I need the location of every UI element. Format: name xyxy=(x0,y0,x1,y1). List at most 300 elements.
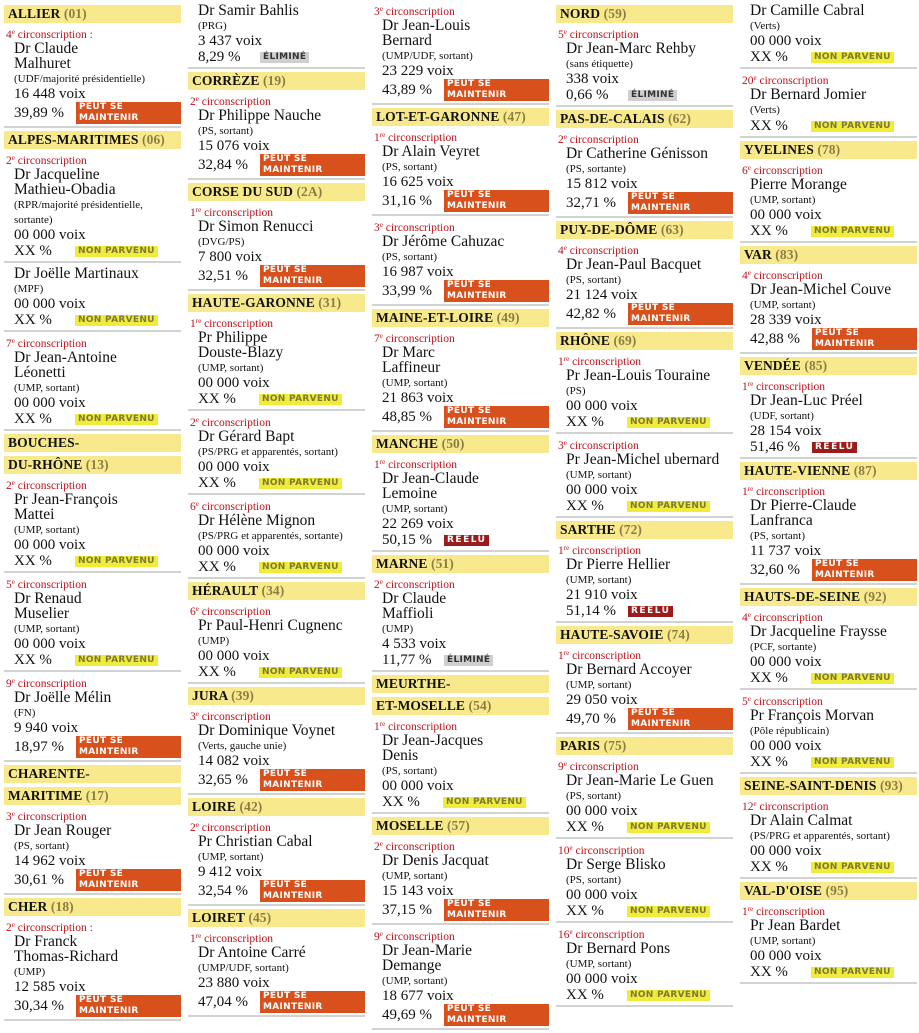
vote-percentage: 49,69 % xyxy=(382,1007,432,1023)
result-row xyxy=(4,102,181,124)
department-code: (87) xyxy=(853,463,877,478)
department-name: HAUTE-SAVOIE xyxy=(560,627,664,642)
department-header-line xyxy=(4,434,181,452)
candidate-party: (UMP, sortant) xyxy=(566,469,632,481)
vote-percentage: XX % xyxy=(566,987,604,1003)
candidate-name: Dr Hélène Mignon xyxy=(198,512,316,529)
constituency-text: circonscription xyxy=(382,6,455,18)
candidate-name: Dr Jean-Luc Préel xyxy=(750,392,863,409)
vote-percentage: 47,04 % xyxy=(198,994,248,1010)
vote-count: 9 940 voix xyxy=(14,720,79,736)
department-code: (92) xyxy=(863,589,887,604)
constituency-number: 9 xyxy=(374,931,380,943)
constituency-number: 1 xyxy=(742,381,748,393)
vote-percentage: 50,15 % xyxy=(382,532,432,548)
department-name: HÉRAULT xyxy=(192,583,258,598)
candidate-name: Pr Paul-Henri Cugnenc xyxy=(198,617,343,634)
candidate-party: (Pôle républicain) xyxy=(750,725,830,737)
status-badge: PEUT SE MAINTENIR xyxy=(444,79,549,101)
candidate-entry xyxy=(4,808,181,895)
vote-percentage: 32,54 % xyxy=(198,883,248,899)
constituency-ordinal: re xyxy=(747,380,754,388)
constituency-ordinal: e xyxy=(747,611,751,619)
candidate-entry xyxy=(372,718,549,814)
result-row xyxy=(188,559,365,575)
department-header-line xyxy=(188,582,365,600)
status-badge: ÉLIMINÉ xyxy=(260,52,309,63)
candidate-name: Mattei xyxy=(14,506,55,523)
constituency-ordinal: e xyxy=(747,269,751,277)
status-badge: PEUT SE MAINTENIR xyxy=(628,303,733,325)
status-badge: NON PARVENU xyxy=(811,862,894,873)
candidate-entry xyxy=(556,242,733,329)
constituency-text: circonscription xyxy=(569,356,642,368)
constituency-label xyxy=(556,542,733,557)
candidate-party: (PS, sortant) xyxy=(750,530,805,542)
candidate-name: Muselier xyxy=(14,605,70,622)
candidate-party: (UMP, sortant) xyxy=(14,623,80,635)
vote-percentage: XX % xyxy=(198,559,236,575)
constituency-number: 1 xyxy=(742,906,748,918)
constituency-label xyxy=(188,414,365,429)
department-header xyxy=(372,309,549,327)
department-header-line xyxy=(372,697,549,715)
constituency-number: 5 xyxy=(558,29,564,41)
department-name: RHÔNE xyxy=(560,333,611,348)
candidate-party: (UMP/UDF, sortant) xyxy=(198,962,289,974)
vote-count: 00 000 voix xyxy=(750,843,822,859)
department-header-line xyxy=(740,246,917,264)
constituency-label xyxy=(4,152,181,167)
department-code: (74) xyxy=(666,627,690,642)
department-header xyxy=(740,246,917,264)
vote-percentage: 42,88 % xyxy=(750,331,800,347)
candidate-name: Dr Antoine Carré xyxy=(198,944,306,961)
candidate-name: Dr Jean-Claude xyxy=(382,470,479,487)
candidate-entry xyxy=(372,576,549,672)
vote-percentage: XX % xyxy=(14,411,52,427)
candidate-party: (UDF, sortant) xyxy=(750,410,814,422)
result-row xyxy=(556,903,733,919)
status-badge: NON PARVENU xyxy=(627,501,710,512)
candidate-party: (UMP, sortant) xyxy=(750,935,816,947)
department-name: DU-RHÔNE xyxy=(8,457,83,472)
department-header-line xyxy=(556,332,733,350)
vote-percentage: 30,61 % xyxy=(14,872,64,888)
constituency-text: circonscription xyxy=(753,486,826,498)
constituency-number: 3 xyxy=(374,6,380,18)
department-header-line xyxy=(740,141,917,159)
constituency-label xyxy=(556,437,733,452)
constituency-text: circonscription xyxy=(569,650,642,662)
vote-count: 21 124 voix xyxy=(566,287,638,303)
candidate-name: Dr Alain Veyret xyxy=(382,143,480,160)
constituency-ordinal: e xyxy=(11,677,15,685)
constituency-ordinal: e xyxy=(569,844,573,852)
constituency-number: 3 xyxy=(374,222,380,234)
department-name: SEINE-SAINT-DENIS xyxy=(744,778,877,793)
department-header xyxy=(4,434,181,474)
candidate-name: Dr Jacqueline Fraysse xyxy=(750,623,887,640)
department-name: PARIS xyxy=(560,738,601,753)
department-code: (72) xyxy=(619,522,643,537)
constituency-label xyxy=(372,330,549,345)
constituency-number: 4 xyxy=(742,612,748,624)
result-row xyxy=(556,87,733,103)
status-badge: PEUT SE MAINTENIR xyxy=(260,769,365,791)
candidate-name: Dr Philippe Nauche xyxy=(198,107,322,124)
status-badge: NON PARVENU xyxy=(811,226,894,237)
candidate-name: Pr Christian Cabal xyxy=(198,833,313,850)
candidate-entry xyxy=(4,26,181,128)
result-row xyxy=(556,303,733,325)
constituency-text: circonscription xyxy=(750,270,823,282)
candidate-entry xyxy=(4,919,181,1021)
constituency-number: 2 xyxy=(190,822,196,834)
constituency-ordinal: e xyxy=(569,928,573,936)
vote-percentage: XX % xyxy=(382,794,420,810)
department-code: (59) xyxy=(603,6,627,21)
constituency-ordinal: e xyxy=(379,578,383,586)
department-name: HAUTE-GARONNE xyxy=(192,295,315,310)
candidate-party: (UMP, sortant) xyxy=(14,524,80,536)
constituency-text: circonscription xyxy=(569,545,642,557)
vote-percentage: XX % xyxy=(566,498,604,514)
constituency-number: 1 xyxy=(374,721,380,733)
constituency-ordinal: e xyxy=(563,28,567,36)
status-badge: PEUT SE MAINTENIR xyxy=(76,736,181,758)
result-row xyxy=(740,439,917,455)
department-name: YVELINES xyxy=(744,142,814,157)
result-row xyxy=(4,312,181,328)
department-code: (2A) xyxy=(296,184,323,199)
constituency-ordinal: e xyxy=(379,5,383,13)
candidate-party: (PS, sortant) xyxy=(382,765,437,777)
vote-count: 16 625 voix xyxy=(382,174,454,190)
constituency-label xyxy=(4,477,181,492)
department-header-line xyxy=(188,72,365,90)
candidate-entry xyxy=(740,3,917,69)
department-header xyxy=(188,183,365,201)
constituency-label xyxy=(4,26,181,41)
result-row xyxy=(740,49,917,65)
constituency-number: 2 xyxy=(190,417,196,429)
candidate-party: (Verts) xyxy=(750,20,780,32)
department-name: ALLIER xyxy=(8,6,61,21)
candidate-name: Dr Jean-Louis xyxy=(382,17,471,34)
status-badge: NON PARVENU xyxy=(75,246,158,257)
candidate-entry xyxy=(740,378,917,459)
department-name: HAUTS-DE-SEINE xyxy=(744,589,861,604)
result-row xyxy=(556,192,733,214)
vote-count: 3 437 voix xyxy=(198,33,263,49)
constituency-ordinal: e xyxy=(195,710,199,718)
department-name: CHARENTE- xyxy=(8,766,90,781)
department-header-line xyxy=(188,687,365,705)
candidate-party: (PS, sortante) xyxy=(566,163,626,175)
constituency-text: circonscription xyxy=(382,333,455,345)
status-badge: PEUT SE MAINTENIR xyxy=(444,406,549,428)
candidate-name: Dr Jean-Antoine xyxy=(14,349,117,366)
department-code: (69) xyxy=(613,333,637,348)
candidate-name: Douste-Blazy xyxy=(198,344,284,361)
constituency-label xyxy=(556,758,733,773)
result-row xyxy=(188,880,365,902)
vote-count: 00 000 voix xyxy=(750,207,822,223)
constituency-ordinal: e xyxy=(11,810,15,818)
department-header-line xyxy=(372,555,549,573)
vote-percentage: XX % xyxy=(750,118,788,134)
vote-count: 16 987 voix xyxy=(382,264,454,280)
constituency-number: 2 xyxy=(6,922,12,934)
candidate-entry xyxy=(188,498,365,579)
candidate-entry xyxy=(556,131,733,218)
status-badge: PEUT SE MAINTENIR xyxy=(260,991,365,1013)
candidate-name: Dr Jean Rouger xyxy=(14,822,112,839)
vote-percentage: 33,99 % xyxy=(382,283,432,299)
constituency-label xyxy=(740,609,917,624)
constituency-number: 1 xyxy=(190,318,196,330)
vote-percentage: 42,82 % xyxy=(566,306,616,322)
department-name: VAR xyxy=(744,247,772,262)
candidate-party: (UDF/majorité présidentielle) xyxy=(14,73,146,85)
department-code: (31) xyxy=(318,295,342,310)
candidate-party: (UMP, sortant) xyxy=(14,382,80,394)
vote-count: 00 000 voix xyxy=(566,803,638,819)
constituency-text: circonscription xyxy=(201,318,274,330)
vote-count: 9 412 voix xyxy=(198,864,263,880)
status-badge: NON PARVENU xyxy=(259,394,342,405)
vote-percentage: 18,97 % xyxy=(14,739,64,755)
department-name: JURA xyxy=(192,688,228,703)
status-badge: NON PARVENU xyxy=(75,315,158,326)
candidate-party: (UMP, sortant) xyxy=(382,870,448,882)
department-header-line xyxy=(188,798,365,816)
status-badge: PEUT SE MAINTENIR xyxy=(260,154,365,176)
vote-count: 00 000 voix xyxy=(14,395,86,411)
vote-percentage: XX % xyxy=(750,223,788,239)
constituency-ordinal: e xyxy=(11,578,15,586)
constituency-ordinal: re xyxy=(195,317,202,325)
result-row xyxy=(188,475,365,491)
department-name: VAL-D'OISE xyxy=(744,883,823,898)
constituency-label xyxy=(740,378,917,393)
candidate-name: Maffioli xyxy=(382,605,434,622)
candidate-entry xyxy=(556,353,733,434)
department-header xyxy=(556,5,733,23)
department-name: MEURTHE- xyxy=(376,676,451,691)
candidate-party: (PS/PRG et apparentés, sortant) xyxy=(198,446,338,458)
vote-percentage: XX % xyxy=(198,391,236,407)
status-badge: PEUT SE MAINTENIR xyxy=(444,899,549,921)
constituency-text: circonscription xyxy=(198,822,271,834)
vote-percentage: 32,60 % xyxy=(750,562,800,578)
department-code: (54) xyxy=(468,698,492,713)
department-header xyxy=(740,357,917,375)
constituency-label xyxy=(188,498,365,513)
candidate-party: (PS/PRG et apparentés, sortante) xyxy=(198,530,343,542)
constituency-label xyxy=(372,3,549,18)
constituency-text: circonscription xyxy=(572,929,645,941)
constituency-ordinal: re xyxy=(563,355,570,363)
candidate-entry xyxy=(188,414,365,495)
constituency-text: circonscription xyxy=(756,75,829,87)
candidate-name: Dr Simon Renucci xyxy=(198,218,314,235)
constituency-ordinal: e xyxy=(563,133,567,141)
vote-percentage: 32,84 % xyxy=(198,157,248,173)
result-row xyxy=(740,223,917,239)
department-header xyxy=(372,435,549,453)
vote-percentage: 32,51 % xyxy=(198,268,248,284)
constituency-ordinal: e xyxy=(379,221,383,229)
result-row xyxy=(740,754,917,770)
candidate-entry xyxy=(740,609,917,690)
department-header-line xyxy=(740,777,917,795)
constituency-text: circonscription xyxy=(566,134,639,146)
constituency-number: 4 xyxy=(6,29,12,41)
constituency-label xyxy=(740,72,917,87)
department-code: (49) xyxy=(496,310,520,325)
candidate-name: Dr Jean-Paul Bacquet xyxy=(566,256,702,273)
department-header-line xyxy=(372,309,549,327)
status-badge: PEUT SE MAINTENIR xyxy=(812,559,917,581)
department-header xyxy=(740,462,917,480)
result-row xyxy=(4,869,181,891)
result-row xyxy=(188,391,365,407)
vote-count: 7 800 voix xyxy=(198,249,263,265)
department-code: (06) xyxy=(142,132,165,147)
constituency-ordinal: re xyxy=(747,485,754,493)
constituency-text: circonscription xyxy=(753,906,826,918)
department-header xyxy=(372,555,549,573)
department-code: (13) xyxy=(85,457,109,472)
result-row xyxy=(740,328,917,350)
candidate-name: Léonetti xyxy=(14,364,66,381)
vote-count: 00 000 voix xyxy=(198,648,270,664)
constituency-number: 16 xyxy=(558,929,570,941)
constituency-text: circonscription xyxy=(566,29,639,41)
status-badge: NON PARVENU xyxy=(627,822,710,833)
result-row xyxy=(556,498,733,514)
candidate-entry xyxy=(4,477,181,573)
status-badge: NON PARVENU xyxy=(443,797,526,808)
candidate-name: Dr Jean-Michel Couve xyxy=(750,281,892,298)
result-row xyxy=(372,1004,549,1026)
result-row xyxy=(4,995,181,1017)
constituency-ordinal: e xyxy=(563,244,567,252)
department-name: LOIRET xyxy=(192,910,245,925)
department-header-line xyxy=(556,737,733,755)
department-name: CORRÈZE xyxy=(192,73,260,88)
result-row xyxy=(372,406,549,428)
candidate-party: (PS, sortant) xyxy=(566,790,621,802)
candidate-entry xyxy=(188,708,365,795)
candidate-name: Dr Franck xyxy=(14,933,78,950)
candidate-name: Dr Jean-Marie Le Guen xyxy=(566,772,714,789)
department-code: (01) xyxy=(63,6,87,21)
vote-count: 28 154 voix xyxy=(750,423,822,439)
candidate-entry xyxy=(188,3,365,69)
constituency-text: circonscription xyxy=(382,931,455,943)
constituency-label xyxy=(188,204,365,219)
department-header-line xyxy=(556,221,733,239)
constituency-number: 2 xyxy=(6,155,12,167)
constituency-label xyxy=(4,808,181,823)
vote-percentage: 32,65 % xyxy=(198,772,248,788)
department-code: (50) xyxy=(441,436,465,451)
constituency-label xyxy=(4,675,181,690)
department-name: MANCHE xyxy=(376,436,439,451)
candidate-entry xyxy=(740,483,917,585)
column xyxy=(188,3,365,1033)
department-header xyxy=(4,5,181,23)
status-badge: NON PARVENU xyxy=(75,414,158,425)
constituency-label xyxy=(372,838,549,853)
candidate-party: (UMP, sortant) xyxy=(198,362,264,374)
department-name: NORD xyxy=(560,6,601,21)
vote-percentage: 11,77 % xyxy=(382,652,432,668)
status-badge: NON PARVENU xyxy=(259,667,342,678)
result-row xyxy=(556,819,733,835)
candidate-name: Dr Jérôme Cahuzac xyxy=(382,233,505,250)
vote-percentage: 32,71 % xyxy=(566,195,616,211)
vote-percentage: 51,14 % xyxy=(566,603,616,619)
department-code: (75) xyxy=(603,738,627,753)
constituency-label xyxy=(188,93,365,108)
department-name: MARITIME xyxy=(8,788,83,803)
candidate-entry xyxy=(556,437,733,518)
department-code: (93) xyxy=(880,778,903,793)
vote-count: 28 339 voix xyxy=(750,312,822,328)
result-row xyxy=(556,987,733,1003)
department-code: (45) xyxy=(248,910,272,925)
constituency-ordinal: re xyxy=(379,720,386,728)
constituency-label xyxy=(372,456,549,471)
department-header-line xyxy=(4,131,181,149)
vote-percentage: XX % xyxy=(198,475,236,491)
result-row xyxy=(4,411,181,427)
status-badge: RÉÉLU xyxy=(628,606,673,617)
candidate-name: Demange xyxy=(382,957,442,974)
candidate-name: Dr Gérard Bapt xyxy=(198,428,295,445)
candidate-party: (UMP, sortant) xyxy=(382,975,448,987)
vote-count: 00 000 voix xyxy=(566,887,638,903)
result-row xyxy=(740,559,917,581)
department-header xyxy=(556,110,733,128)
candidate-party: (UMP) xyxy=(198,635,230,647)
candidate-entry xyxy=(372,838,549,925)
candidate-name: Pr Philippe xyxy=(198,329,268,346)
candidate-entry xyxy=(4,152,181,263)
constituency-label xyxy=(740,267,917,282)
candidate-name: Pierre Morange xyxy=(750,176,847,193)
department-name: MOSELLE xyxy=(376,818,444,833)
candidate-entry xyxy=(740,693,917,774)
constituency-number: 1 xyxy=(190,933,196,945)
constituency-label xyxy=(372,718,549,733)
constituency-ordinal: e xyxy=(379,332,383,340)
constituency-number: 1 xyxy=(558,356,564,368)
candidate-entry xyxy=(4,266,181,332)
status-badge: RÉÉLU xyxy=(812,442,857,453)
vote-percentage: XX % xyxy=(566,414,604,430)
department-name: BOUCHES- xyxy=(8,435,80,450)
constituency-label xyxy=(740,162,917,177)
candidate-entry xyxy=(188,819,365,906)
constituency-label xyxy=(556,242,733,257)
vote-count: 15 812 voix xyxy=(566,176,638,192)
candidate-party: (PS, sortant) xyxy=(382,161,437,173)
